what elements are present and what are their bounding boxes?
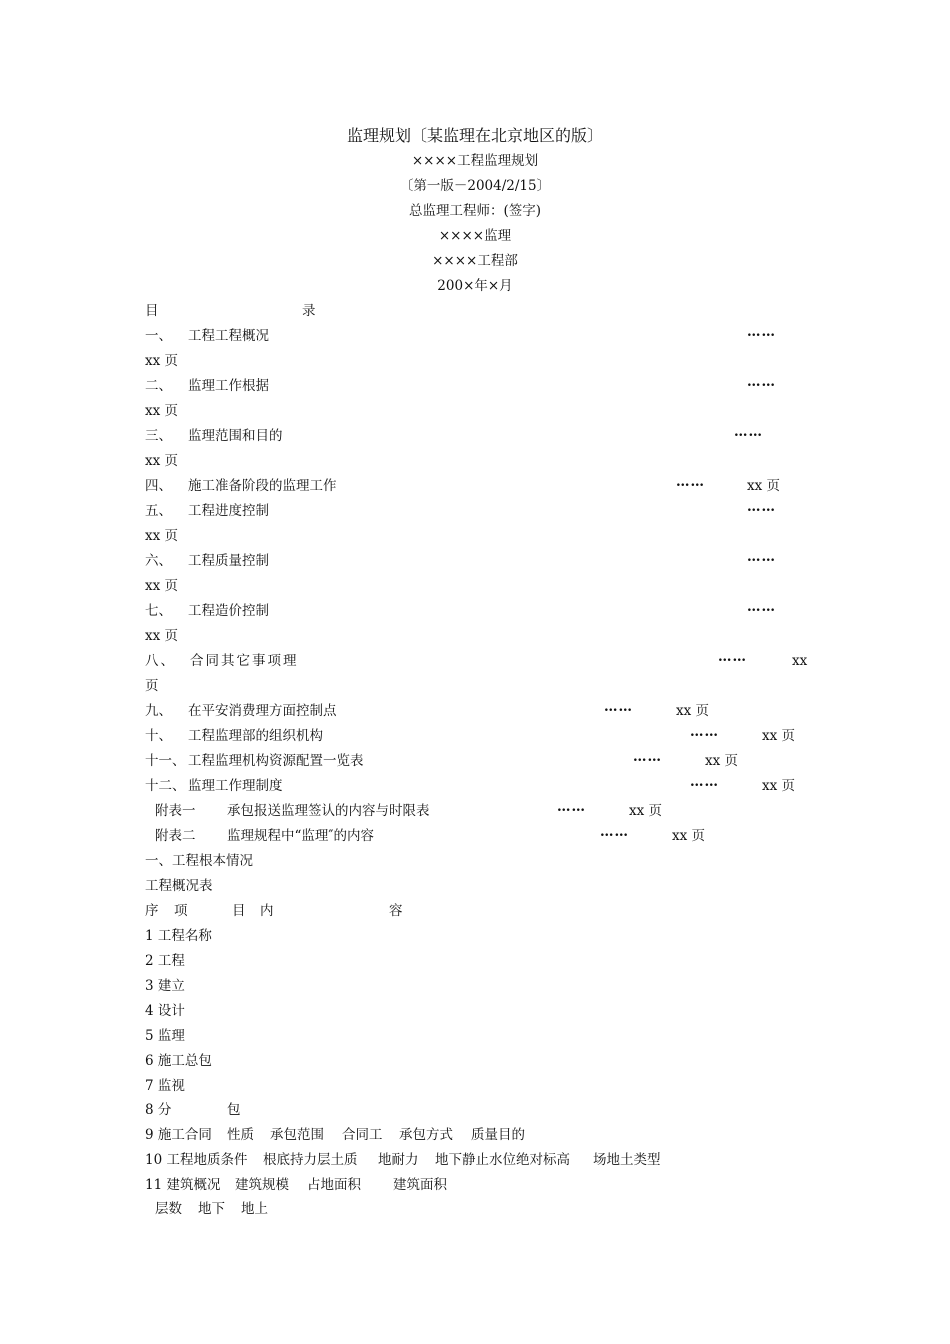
toc-item-number: 三、	[145, 428, 172, 444]
table-row: 3 建立	[145, 978, 185, 994]
toc-item-label: 监理工作根据	[188, 378, 269, 394]
toc-item-dots: ……	[747, 374, 776, 390]
toc-appendix-label: 监理规程中“监理″的内容	[227, 828, 374, 844]
column-header-item-2: 目	[232, 903, 246, 919]
toc-item-dots: ……	[734, 424, 763, 440]
table-row: 9 施工合同	[145, 1127, 212, 1143]
toc-item-dots: ……	[676, 474, 705, 490]
toc-item-number: 八、	[145, 653, 176, 669]
department-line: ××××工程部	[432, 253, 518, 269]
date-line: 200×年×月	[437, 278, 513, 294]
toc-item-number: 十一、	[145, 753, 186, 769]
toc-item-label: 监理范围和目的	[188, 428, 283, 444]
table-row-cell: 层数	[155, 1201, 182, 1217]
toc-heading-right: 录	[302, 303, 316, 319]
table-row-cell: 承包方式	[399, 1127, 453, 1143]
chief-engineer-line: 总监理工程师：(签字)	[408, 203, 542, 219]
table-row-cell: 建筑面积	[393, 1177, 447, 1193]
table-row-cell: 占地面积	[307, 1177, 361, 1193]
version-line: 〔第一版－2004/2/15〕	[399, 178, 551, 194]
table-row-cell: 质量目的	[471, 1127, 525, 1143]
toc-item-dots: ……	[747, 599, 776, 615]
toc-item-number: 十、	[145, 728, 172, 744]
toc-item-dots: ……	[690, 724, 719, 740]
toc-item-dots: ……	[747, 324, 776, 340]
table-row: 5 监理	[145, 1028, 185, 1044]
toc-item-dots: ……	[633, 749, 662, 765]
table-row: 7 监视	[145, 1078, 185, 1094]
column-header-content: 内	[260, 903, 274, 919]
toc-item-label: 监理工作理制度	[188, 778, 283, 794]
toc-item-label: 施工准备阶段的监理工作	[188, 478, 337, 494]
table-row-cell: 合同工	[342, 1127, 383, 1143]
table-row: 8 分	[145, 1102, 172, 1118]
table-row: 6 施工总包	[145, 1053, 212, 1069]
toc-item-label: 工程造价控制	[188, 603, 269, 619]
company-line: ××××监理	[438, 228, 512, 244]
toc-appendix-number: 附表二	[155, 828, 196, 844]
toc-heading-left: 目	[145, 303, 159, 319]
section-heading: 一、工程根本情况	[145, 853, 253, 869]
toc-appendix-number: 附表一	[155, 803, 196, 819]
document-subtitle: ××××工程监理规划	[411, 153, 539, 169]
toc-item-number: 七、	[145, 603, 172, 619]
toc-item-label: 工程工程概况	[188, 328, 269, 344]
toc-item-number: 五、	[145, 503, 172, 519]
column-header-content-2: 容	[389, 903, 403, 919]
toc-item-label: 工程监理机构资源配置一览表	[188, 753, 364, 769]
table-row-cell: 包	[227, 1102, 241, 1118]
table-row-cell: 建筑规模	[235, 1177, 289, 1193]
toc-item-dots: ……	[747, 499, 776, 515]
toc-item-page: xx 页	[672, 828, 706, 844]
toc-item-page: xx 页	[145, 453, 179, 469]
toc-item-page: xx 页	[145, 628, 179, 644]
document-title: 监理规划〔某监理在北京地区的版〕	[346, 126, 603, 145]
toc-item-page-xx: xx	[792, 653, 808, 669]
column-header-seq: 序	[145, 903, 159, 919]
toc-item-page: xx 页	[145, 353, 179, 369]
toc-item-page: xx 页	[145, 403, 179, 419]
table-row-cell: 性质	[227, 1127, 254, 1143]
table-row: 10 工程地质条件	[145, 1152, 248, 1168]
toc-item-page: xx 页	[762, 728, 796, 744]
toc-item-dots: ……	[718, 649, 747, 665]
table-row: 11 建筑概况	[145, 1177, 221, 1193]
toc-item-page: xx 页	[747, 478, 781, 494]
toc-item-label: 合同其它事项理	[190, 653, 299, 669]
toc-item-dots: ……	[690, 774, 719, 790]
toc-item-dots: ……	[604, 699, 633, 715]
toc-item-number: 六、	[145, 553, 172, 569]
toc-item-dots: ……	[747, 549, 776, 565]
toc-item-label: 工程监理部的组织机构	[188, 728, 323, 744]
toc-item-label: 工程进度控制	[188, 503, 269, 519]
table-row-cell: 承包范围	[270, 1127, 324, 1143]
table-row-cell: 地下	[198, 1201, 225, 1217]
toc-item-number: 四、	[145, 478, 172, 494]
toc-item-page: xx 页	[629, 803, 663, 819]
toc-item-number: 一、	[145, 328, 172, 344]
table-row: 1 工程名称	[145, 928, 212, 944]
toc-appendix-label: 承包报送监理签认的内容与时限表	[227, 803, 430, 819]
toc-item-page: xx 页	[762, 778, 796, 794]
toc-item-page-suffix: 页	[145, 678, 159, 694]
toc-item-label: 在平安消费理方面控制点	[188, 703, 337, 719]
table-row-cell: 场地土类型	[593, 1152, 661, 1168]
table-row-cell: 地上	[241, 1201, 268, 1217]
toc-item-page: xx 页	[705, 753, 739, 769]
table-row-cell: 地耐力	[378, 1152, 419, 1168]
toc-item-page: xx 页	[676, 703, 710, 719]
toc-item-dots: ……	[557, 799, 586, 815]
table-row: 2 工程	[145, 953, 185, 969]
toc-item-number: 二、	[145, 378, 172, 394]
column-header-item: 项	[174, 903, 188, 919]
table-title: 工程概况表	[145, 878, 213, 894]
table-row-cell: 地下静止水位绝对标高	[435, 1152, 570, 1168]
toc-item-label: 工程质量控制	[188, 553, 269, 569]
toc-item-number: 十二、	[145, 778, 186, 794]
toc-item-number: 九、	[145, 703, 172, 719]
table-row-cell: 根底持力层土质	[263, 1152, 358, 1168]
toc-item-page: xx 页	[145, 528, 179, 544]
toc-item-dots: ……	[600, 824, 629, 840]
table-row: 4 设计	[145, 1003, 185, 1019]
toc-item-page: xx 页	[145, 578, 179, 594]
